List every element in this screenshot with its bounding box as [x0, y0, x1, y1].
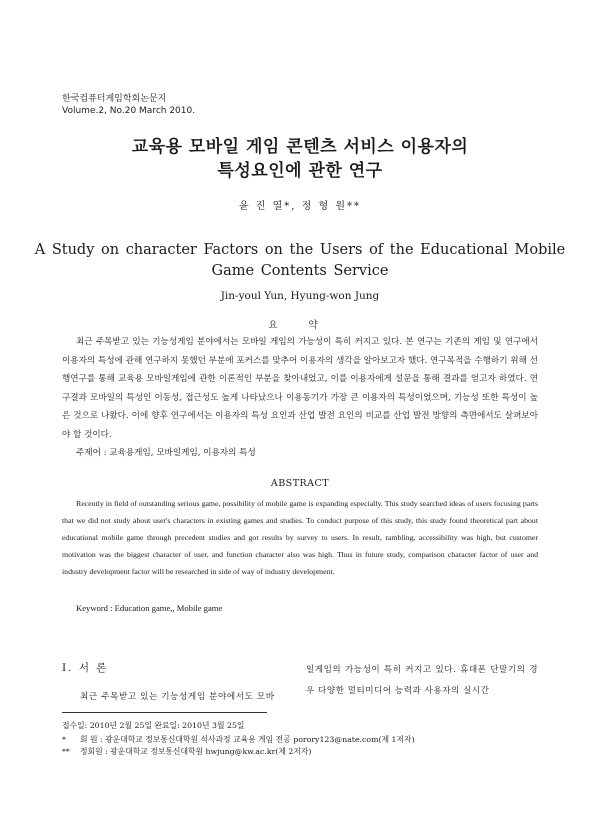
footnote-author1-symbol: *: [62, 735, 66, 744]
title-english-line2: Game Contents Service: [211, 263, 389, 279]
keywords-english: Keyword : Education game,, Mobile game: [76, 603, 223, 613]
footnote-dates: 접수일: 2010년 2월 25일 완료일: 2010년 3월 25일: [62, 721, 245, 730]
abstract-english: Recently in field of outstanding serious game, possibility of mobile game is expanding especially. This study searched ideas of users focusing parts that we did not study about user's characters in existing games and studies. To conduct purpose of this study, this study found theoretical part about educational mobile game through precedent studies and got results by survey to users. In result, rambling, accessibility was high, but customer motivation was the biggest character of user, and function character also was high. Thus in future study, comparison character factor of user and industry development factor will be researched in side of way of industry development.: [62, 499, 538, 576]
footnote-author1-text: 회 원 : 광운대학교 정보통신대학원 석사과정 교육용 게임 전공 porory123@nate.com(제 1저자): [80, 735, 415, 744]
section-heading-introduction: Ⅰ. 서 론: [62, 662, 109, 674]
keywords-korean: 주제어 : 교육용게임, 모바일게임, 이용자의 특성: [76, 448, 256, 458]
title-english-line1: A Study on character Factors on the Users of the Educational Mobile: [34, 242, 566, 258]
abstract-korean-heading: 요 약: [268, 320, 332, 331]
title-korean-line1: 교육용 모바일 게임 콘텐츠 서비스 이용자의: [131, 137, 469, 157]
body-text-left-column: 최근 주목받고 있는 기능성게임 분야에서도 모바: [80, 692, 275, 702]
footnote-author2-text: 정회원 : 광운대학교 정보통신대학원 hwjung@kw.ac.kr(제 2저자): [80, 747, 312, 756]
title-korean-line2: 특성요인에 관한 연구: [217, 161, 383, 181]
footnote-divider: [62, 712, 267, 713]
footnote-author2-symbol: **: [62, 747, 70, 756]
authors-korean: 윤 진 열*, 정 형 원**: [238, 201, 362, 212]
paper-title-english: [0, 240, 600, 282]
journal-name: 한국컴퓨터게임학회논문지: [62, 94, 167, 104]
abstract-english-heading: ABSTRACT: [270, 478, 330, 489]
authors-english: Jin-youl Yun, Hyung-won Jung: [220, 290, 380, 302]
footnote-author2: [62, 746, 311, 758]
body-text-right-column: 일게임의 가능성이 특히 커지고 있다. 휴대폰 단말기의 경우 다양한 멀티미디어 능력과 사용자의 실시간: [306, 665, 538, 696]
journal-header: [62, 93, 195, 117]
abstract-korean: 최근 주목받고 있는 기능성게임 분야에서는 모바일 게임의 가능성이 특히 커지고 있다. 본 연구는 기존의 게임 및 연구에서 이용자의 특성에 관해 연구하지 못했던 부분에 포커스를 맞추어 이용자의 생각을 알아보고자 했다. 연구목적을 수행하기 위해 선행연구를 통해 교육용 모바일게임에 관한 이론적인 부분을 찾아내었고, 이를 이용자에게 설문을 통해 결과를 얻고자 하였다. 연구결과 모바일의 특성인 이동성, 접근성도 높게 나타났으나 이용동기가 가장 큰 이용자의 특성이었으며, 기능성 또한 특성이 높은 것으로 나왔다. 이에 향후 연구에서는 이용자의 특성 요인과 산업 발전 요인의 비교를 산업 발전 방향의 측면에서도 살펴보아야 할 것이다.: [62, 337, 538, 440]
journal-issue: Volume.2, No.20 March 2010.: [62, 106, 196, 116]
paper-title-korean: [0, 135, 600, 183]
footnote-author1: [62, 734, 415, 746]
